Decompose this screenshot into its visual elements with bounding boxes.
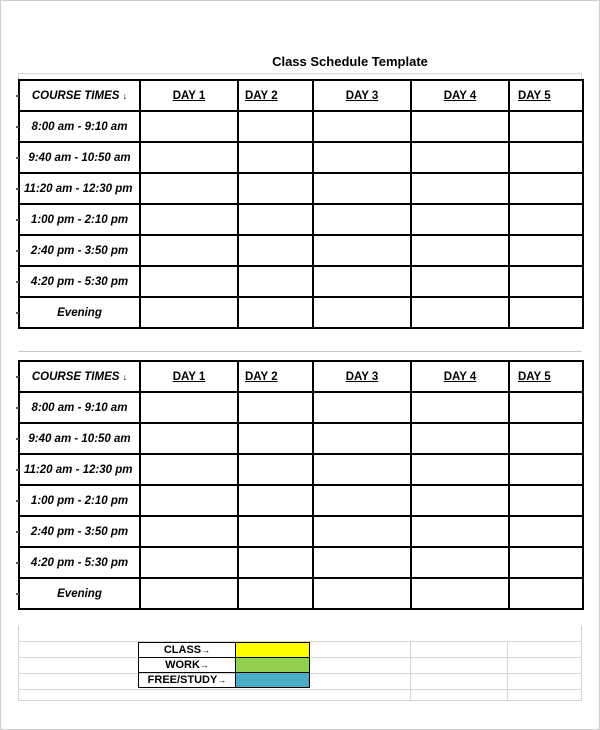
table-row (19, 173, 583, 204)
time-slot: 4:20 pm - 5:30 pm (19, 547, 140, 578)
table-row (19, 204, 583, 235)
row-marker (16, 126, 19, 128)
legend-row (139, 658, 310, 673)
table-row (19, 235, 583, 266)
course-times-header (19, 80, 140, 111)
legend-label-work (139, 658, 236, 673)
sort-arrow-icon: ↓ (122, 90, 128, 101)
schedule-cell[interactable] (238, 454, 313, 485)
gridline (18, 73, 582, 74)
color-legend (138, 642, 310, 688)
schedule-cell[interactable] (238, 297, 313, 328)
spreadsheet-gridline (18, 351, 582, 352)
day-2-header: DAY 2 (238, 80, 313, 111)
row-marker (16, 407, 19, 409)
gridline (18, 700, 582, 701)
schedule-cell[interactable] (509, 204, 583, 235)
schedule-cell[interactable] (313, 423, 411, 454)
schedule-cell[interactable] (313, 266, 411, 297)
schedule-cell[interactable] (313, 516, 411, 547)
schedule-cell[interactable] (238, 547, 313, 578)
schedule-cell[interactable] (313, 173, 411, 204)
day-1-header: DAY 1 (140, 361, 238, 392)
table-row (19, 266, 583, 297)
schedule-cell[interactable] (509, 111, 583, 142)
schedule-cell[interactable] (411, 204, 509, 235)
schedule-cell[interactable] (411, 392, 509, 423)
day-3-header: DAY 3 (313, 361, 411, 392)
row-marker (16, 250, 19, 252)
row-marker (16, 95, 19, 97)
schedule-cell[interactable] (238, 204, 313, 235)
row-marker (16, 469, 19, 471)
schedule-cell[interactable] (509, 423, 583, 454)
legend-label-class (139, 643, 236, 658)
header-row (19, 361, 583, 392)
time-slot: 4:20 pm - 5:30 pm (19, 266, 140, 297)
schedule-cell[interactable] (411, 547, 509, 578)
day-5-header: DAY 5 (509, 80, 583, 111)
gridline (18, 626, 19, 700)
day-1-header: DAY 1 (140, 80, 238, 111)
schedule-cell[interactable] (411, 173, 509, 204)
legend-text: FREE/STUDY (147, 674, 218, 686)
time-slot: 11:20 am - 12:30 pm (19, 454, 140, 485)
page-title: Class Schedule Template (272, 54, 428, 69)
course-times-header (19, 361, 140, 392)
schedule-cell[interactable] (238, 392, 313, 423)
schedule-cell[interactable] (238, 516, 313, 547)
schedule-cell[interactable] (140, 454, 238, 485)
time-slot: Evening (19, 578, 140, 609)
schedule-cell[interactable] (509, 173, 583, 204)
table-row (19, 111, 583, 142)
schedule-cell[interactable] (140, 578, 238, 609)
day-4-header: DAY 4 (411, 80, 509, 111)
schedule-cell[interactable] (140, 547, 238, 578)
schedule-cell[interactable] (140, 173, 238, 204)
gridline (410, 641, 411, 700)
table-row (19, 485, 583, 516)
row-marker (16, 438, 19, 440)
schedule-cell[interactable] (509, 516, 583, 547)
table-row (19, 578, 583, 609)
schedule-cell[interactable] (140, 485, 238, 516)
schedule-cell[interactable] (509, 235, 583, 266)
schedule-cell[interactable] (140, 142, 238, 173)
schedule-cell[interactable] (411, 297, 509, 328)
legend-row (139, 643, 310, 658)
schedule-cell[interactable] (509, 578, 583, 609)
day-4-header: DAY 4 (411, 361, 509, 392)
legend-text: WORK (165, 659, 200, 671)
schedule-cell[interactable] (238, 111, 313, 142)
schedule-cell[interactable] (140, 235, 238, 266)
schedule-cell[interactable] (411, 235, 509, 266)
day-5-header: DAY 5 (509, 361, 583, 392)
time-slot: 9:40 am - 10:50 am (19, 142, 140, 173)
row-marker (16, 376, 19, 378)
right-arrow-icon: → (201, 645, 211, 655)
time-slot: 1:00 pm - 2:10 pm (19, 485, 140, 516)
table-row (19, 516, 583, 547)
time-slot: 11:20 am - 12:30 pm (19, 173, 140, 204)
row-marker (16, 219, 19, 221)
schedule-cell[interactable] (140, 204, 238, 235)
time-slot: 9:40 am - 10:50 am (19, 423, 140, 454)
schedule-cell[interactable] (313, 235, 411, 266)
time-slot: Evening (19, 297, 140, 328)
course-times-label: COURSE TIMES (31, 370, 120, 383)
table-row (19, 423, 583, 454)
schedule-cell[interactable] (411, 454, 509, 485)
legend-swatch-class (236, 643, 310, 658)
schedule-cell[interactable] (140, 423, 238, 454)
row-marker (16, 157, 19, 159)
row-marker (16, 188, 19, 190)
schedule-table-1 (18, 79, 584, 329)
day-3-header: DAY 3 (313, 80, 411, 111)
legend-row (139, 673, 310, 688)
row-marker (16, 281, 19, 283)
schedule-cell[interactable] (140, 111, 238, 142)
schedule-cell[interactable] (238, 485, 313, 516)
schedule-cell[interactable] (140, 392, 238, 423)
gridline (507, 641, 508, 700)
table-row (19, 297, 583, 328)
row-marker (16, 312, 19, 314)
schedule-cell[interactable] (313, 204, 411, 235)
schedule-cell[interactable] (411, 516, 509, 547)
gridline (18, 689, 582, 690)
row-marker (16, 562, 19, 564)
gridline (581, 626, 582, 700)
schedule-cell[interactable] (509, 547, 583, 578)
legend-swatch-free-study (236, 673, 310, 688)
schedule-cell[interactable] (509, 266, 583, 297)
schedule-cell[interactable] (238, 142, 313, 173)
schedule-cell[interactable] (140, 297, 238, 328)
schedule-cell[interactable] (313, 454, 411, 485)
schedule-cell[interactable] (313, 547, 411, 578)
schedule-cell[interactable] (140, 516, 238, 547)
row-marker (16, 531, 19, 533)
row-marker (16, 500, 19, 502)
right-arrow-icon: → (217, 675, 227, 685)
table-row (19, 392, 583, 423)
schedule-cell[interactable] (411, 423, 509, 454)
schedule-cell[interactable] (411, 266, 509, 297)
row-marker (16, 593, 19, 595)
sort-arrow-icon: ↓ (122, 371, 128, 382)
legend-label-free-study (139, 673, 236, 688)
table-row (19, 454, 583, 485)
schedule-cell[interactable] (509, 485, 583, 516)
time-slot: 8:00 am - 9:10 am (19, 392, 140, 423)
schedule-table-2 (18, 360, 584, 610)
schedule-cell[interactable] (238, 235, 313, 266)
schedule-cell[interactable] (238, 173, 313, 204)
schedule-cell[interactable] (140, 266, 238, 297)
schedule-cell[interactable] (509, 392, 583, 423)
time-slot: 8:00 am - 9:10 am (19, 111, 140, 142)
schedule-cell[interactable] (313, 392, 411, 423)
schedule-cell[interactable] (313, 485, 411, 516)
schedule-cell[interactable] (509, 454, 583, 485)
schedule-cell[interactable] (313, 142, 411, 173)
time-slot: 2:40 pm - 3:50 pm (19, 516, 140, 547)
table-row (19, 142, 583, 173)
schedule-cell[interactable] (238, 423, 313, 454)
schedule-cell[interactable] (411, 142, 509, 173)
time-slot: 2:40 pm - 3:50 pm (19, 235, 140, 266)
table-row (19, 547, 583, 578)
schedule-cell[interactable] (411, 111, 509, 142)
schedule-cell[interactable] (411, 578, 509, 609)
legend-swatch-work (236, 658, 310, 673)
time-slot: 1:00 pm - 2:10 pm (19, 204, 140, 235)
course-times-label: COURSE TIMES (31, 89, 120, 102)
schedule-cell[interactable] (313, 578, 411, 609)
schedule-cell[interactable] (238, 266, 313, 297)
day-2-header: DAY 2 (238, 361, 313, 392)
schedule-cell[interactable] (238, 578, 313, 609)
schedule-cell[interactable] (313, 297, 411, 328)
schedule-cell[interactable] (313, 111, 411, 142)
header-row (19, 80, 583, 111)
legend-text: CLASS (163, 644, 202, 656)
schedule-cell[interactable] (411, 485, 509, 516)
schedule-cell[interactable] (509, 297, 583, 328)
right-arrow-icon: → (199, 660, 209, 670)
schedule-cell[interactable] (509, 142, 583, 173)
